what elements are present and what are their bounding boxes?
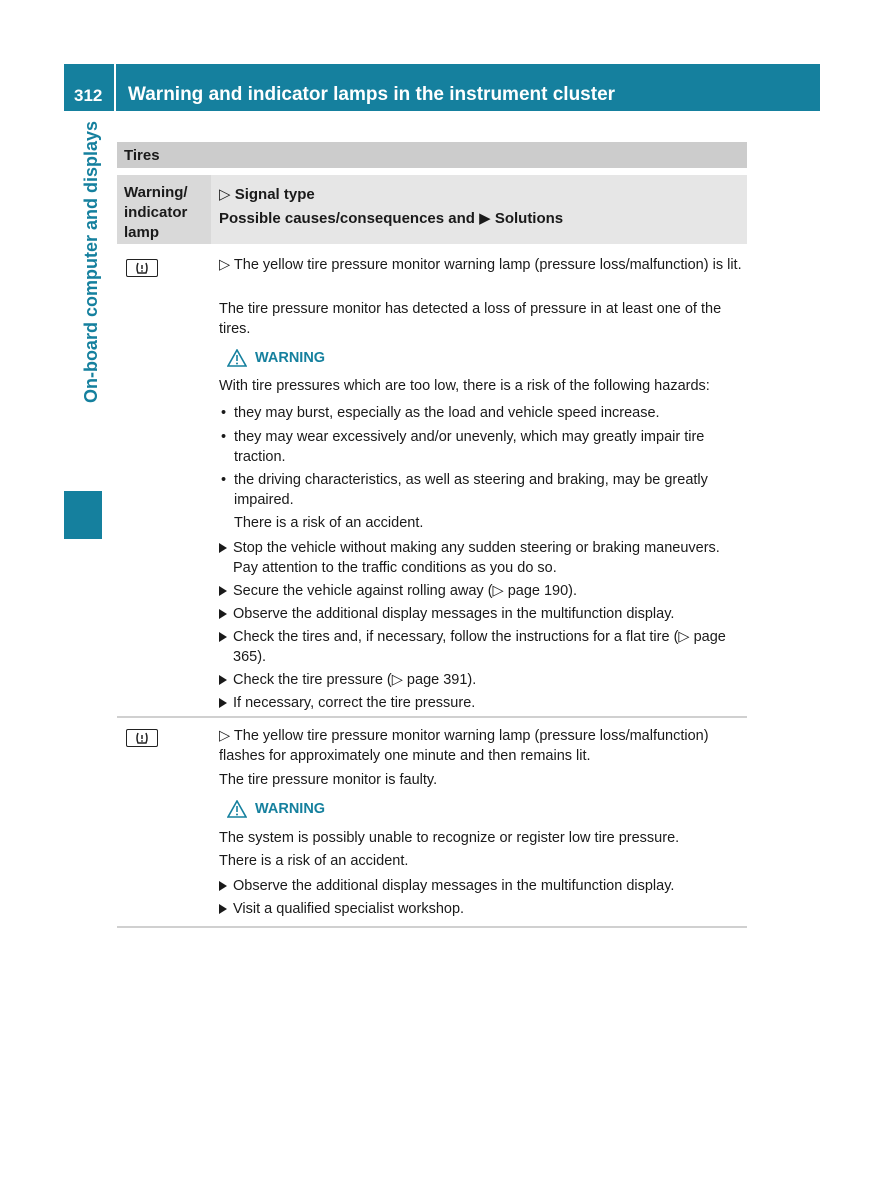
section-title: Tires: [124, 147, 160, 164]
col-left-line-2: indicator: [124, 204, 188, 221]
table-row: [117, 718, 747, 928]
section-header: [117, 142, 747, 168]
cause-text: The tire pressure monitor has detected a loss of pressure in at least one of the tires.: [219, 301, 722, 337]
page-title: Warning and indicator lamps in the instrument cluster: [128, 84, 616, 105]
side-chapter-label: On-board computer and displays: [81, 121, 101, 404]
table-row: ▷ The yellow tire pressure monitor warning lamp (pressure loss/malfunction) is lit. The tire pressure monitor has detected a loss of pressure in at least one of the tires. WARNING With tire pressures which are too low, there is a risk of the following hazards: • they may burst, especially as the load and vehicle speed increase. • they may wear excessively and/or unevenly, which may greatly impair tire traction. • the driving characteristics, as well as steering and braking, may be greatly impaired. There is a risk of an accident. Stop the vehicle without making any sudden steering or braking maneuvers. Pay attention to the traffic conditions as you do so. Secure the vehicle against rolling away (▷ page 190). Observe the additional display messages in the multifunction display. Check the tires and, if necessary, follow the instructions for a flat tire (▷ page 365). Check the tire pressure (▷ page 391). If necessary, correct the tire pressure.: [117, 244, 747, 718]
cause-text: The tire pressure monitor is faulty.: [219, 772, 438, 788]
column-header-description: [219, 183, 563, 231]
risk-text: There is a risk of an accident.: [234, 515, 424, 531]
side-chapter-tab: [64, 111, 102, 539]
bullet-text: they may burst, especially as the load and vehicle speed increase.: [234, 405, 660, 421]
tire-pressure-icon: [126, 259, 158, 277]
page-number-box: [64, 64, 116, 111]
warning-label: WARNING: [255, 801, 326, 817]
action-text: Visit a qualified specialist workshop.: [233, 901, 465, 917]
side-tab-marker: [64, 491, 102, 539]
action-text: Stop the vehicle without making any sudden steering or braking maneuvers. Pay attention to the traffic conditions as you do so.: [233, 540, 720, 576]
page-header: [64, 64, 820, 111]
signal-text: ▷ The yellow tire pressure monitor warning lamp (pressure loss/malfunction) flashes for approximately one minute and then remains lit.: [219, 728, 709, 764]
bullet-text: the driving characteristics, as well as steering and braking, may be greatly impaired.: [234, 472, 708, 508]
col-left-line-1: Warning/: [124, 184, 188, 201]
action-text: Check the tires and, if necessary, follow the instructions for a flat tire (▷ page 365).: [233, 629, 726, 665]
warning-label: WARNING: [255, 350, 326, 366]
col-left-line-3: lamp: [124, 224, 160, 241]
warning-triangle-icon: [227, 349, 247, 367]
tires-table: [117, 142, 747, 928]
column-header-lamp: [117, 175, 211, 244]
warning-text: The system is possibly unable to recognize or register low tire pressure.: [219, 830, 680, 846]
column-header: [117, 175, 747, 244]
col-right-causes: Possible causes/consequences and ▶ Solutions: [219, 210, 564, 227]
action-text: Observe the additional display messages in the multifunction display.: [233, 606, 675, 622]
warning-text: With tire pressures which are too low, there is a risk of the following hazards:: [219, 378, 710, 394]
action-text: Check the tire pressure (▷ page 391).: [233, 672, 477, 688]
col-right-signal: ▷ Signal type: [219, 186, 315, 203]
page-number: 312: [74, 86, 103, 105]
action-text: If necessary, correct the tire pressure.: [233, 695, 476, 711]
warning-triangle-icon: [227, 800, 247, 818]
risk-text: There is a risk of an accident.: [219, 853, 409, 869]
action-text: Secure the vehicle against rolling away (▷ page 190).: [233, 583, 578, 599]
signal-text: ▷ The yellow tire pressure monitor warning lamp (pressure loss/malfunction) is lit.: [219, 257, 742, 273]
action-text: Observe the additional display messages in the multifunction display.: [233, 878, 675, 894]
bullet-text: they may wear excessively and/or unevenly, which may greatly impair tire traction.: [234, 429, 705, 465]
tire-pressure-icon: [126, 729, 158, 747]
